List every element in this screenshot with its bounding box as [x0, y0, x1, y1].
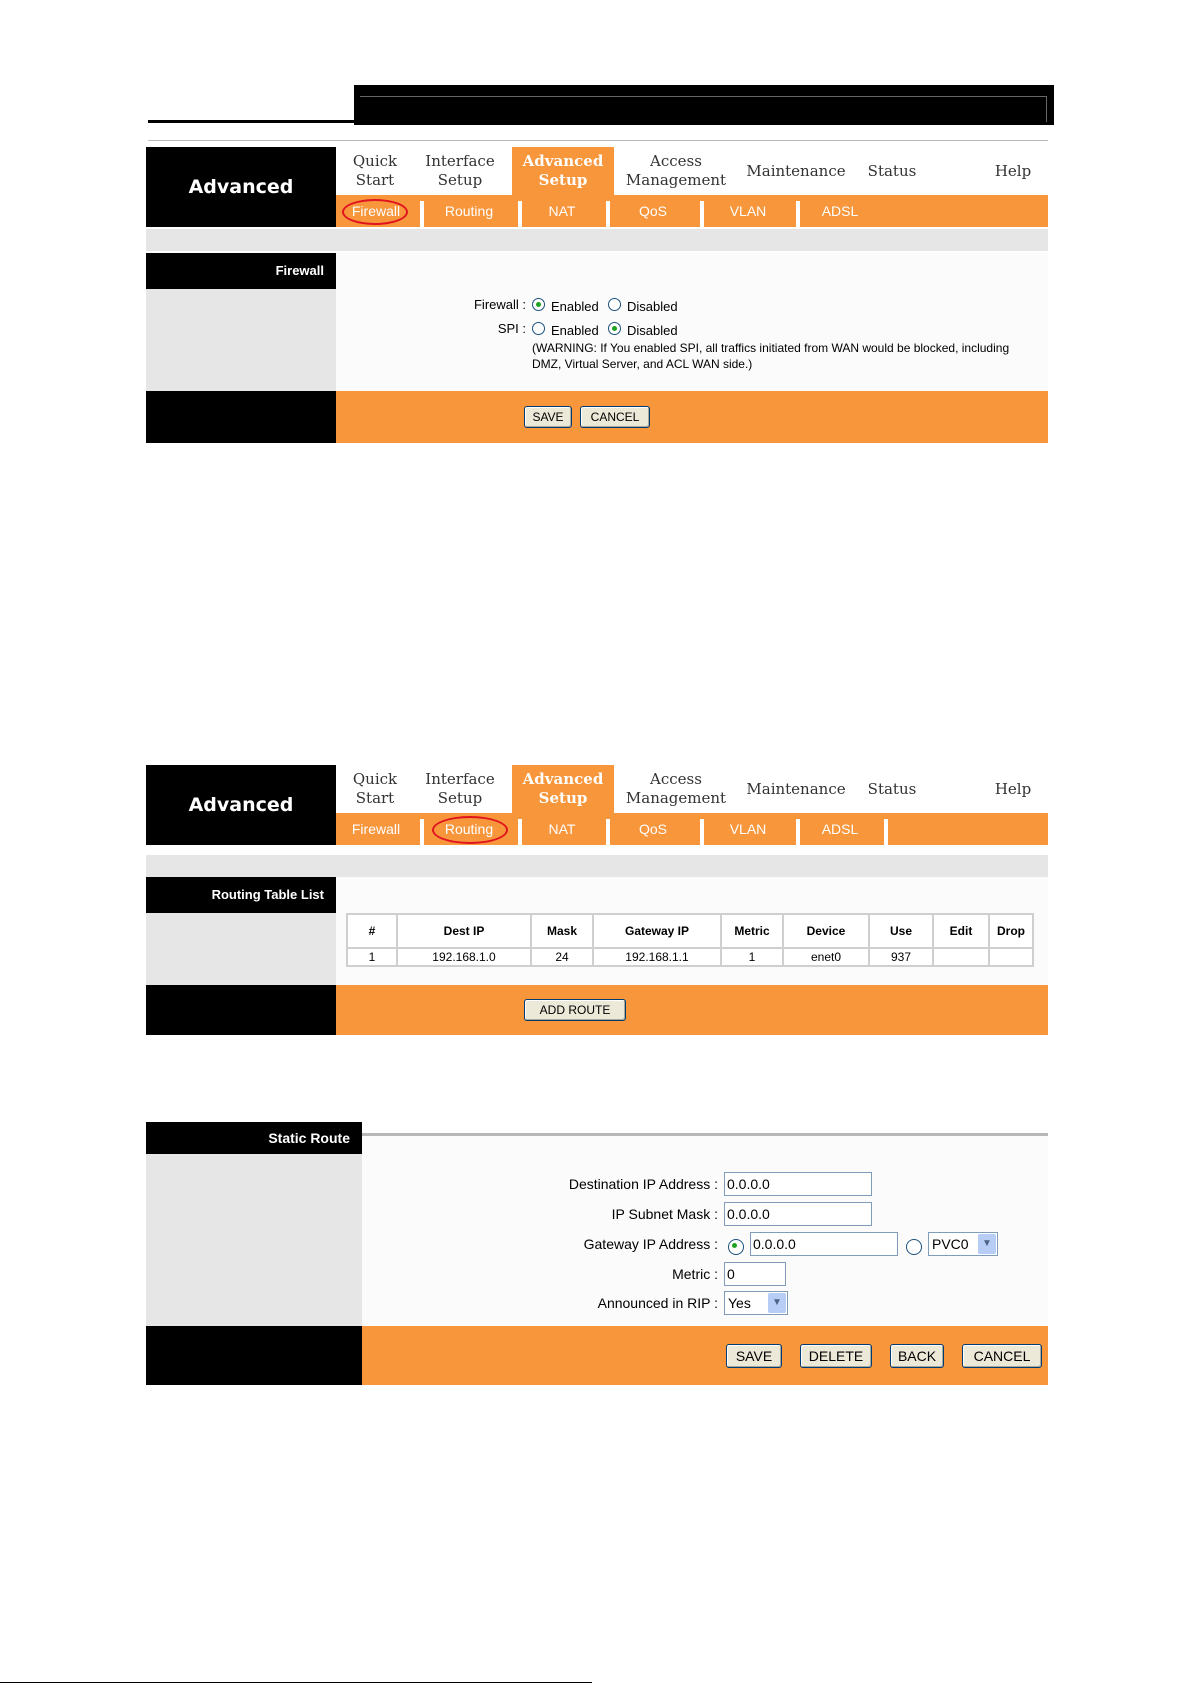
- chevron-down-icon: ▼: [978, 1234, 996, 1254]
- nav-maintenance[interactable]: Maintenance: [746, 779, 846, 798]
- static-route-form: [362, 1136, 1048, 1326]
- spi-label: SPI :: [497, 321, 526, 336]
- cancel-button[interactable]: CANCEL: [580, 406, 650, 428]
- subnav-firewall[interactable]: Firewall: [351, 821, 401, 837]
- nav-maintenance[interactable]: Maintenance: [746, 161, 846, 180]
- firewall-disabled-radio[interactable]: [608, 298, 621, 311]
- spi-enabled-radio[interactable]: [532, 322, 545, 335]
- sub-nav: [336, 195, 1048, 227]
- footer-left: [146, 1326, 362, 1385]
- cell-use: 937: [869, 948, 933, 966]
- nav-interface-setup[interactable]: Interface Setup: [425, 152, 495, 189]
- nav-status[interactable]: Status: [867, 779, 917, 798]
- spi-disabled-radio[interactable]: [608, 322, 621, 335]
- nav-status[interactable]: Status: [867, 161, 917, 180]
- cell-gateway-ip: 192.168.1.1: [593, 948, 721, 966]
- section-left-fill: [146, 913, 336, 985]
- divider-strip: [146, 855, 1048, 877]
- page-bottom-rule: [0, 1682, 592, 1683]
- footer-left: [146, 985, 336, 1035]
- col-use: Use: [869, 914, 933, 948]
- section-label-routing-table: Routing Table List: [146, 877, 336, 913]
- pvc-select-value: PVC0: [932, 1236, 969, 1252]
- header-bar-line: [1046, 96, 1047, 122]
- gateway-ip-radio[interactable]: [728, 1239, 744, 1255]
- spi-warning-line2: DMZ, Virtual Server, and ACL WAN side.): [532, 357, 753, 371]
- subnav-nat[interactable]: NAT: [548, 821, 576, 837]
- metric-input[interactable]: 0: [724, 1262, 786, 1286]
- nav-advanced-setup[interactable]: Advanced Setup: [512, 765, 614, 813]
- col-mask: Mask: [531, 914, 593, 948]
- rip-label: Announced in RIP :: [597, 1295, 718, 1311]
- delete-button[interactable]: DELETE: [800, 1344, 872, 1368]
- col-dest-ip: Dest IP: [397, 914, 531, 948]
- cell-dest-ip: 192.168.1.0: [397, 948, 531, 966]
- save-button[interactable]: SAVE: [524, 406, 572, 428]
- header-gray-rule: [148, 140, 1048, 141]
- subnav-vlan[interactable]: VLAN: [729, 821, 767, 837]
- subnav-qos[interactable]: QoS: [638, 821, 667, 837]
- nav-access-management[interactable]: Access Management: [625, 770, 727, 807]
- cell-number: 1: [347, 948, 397, 966]
- section-label-static-route: Static Route: [146, 1122, 362, 1154]
- section-left-fill: [146, 289, 336, 391]
- cell-metric: 1: [721, 948, 783, 966]
- chevron-down-icon: ▼: [768, 1293, 786, 1313]
- main-nav: [336, 147, 1048, 195]
- back-button[interactable]: BACK: [890, 1344, 944, 1368]
- highlight-circle: [342, 199, 408, 225]
- add-route-button[interactable]: ADD ROUTE: [524, 999, 626, 1021]
- subnav-routing[interactable]: Routing: [444, 821, 494, 837]
- brand-advanced: Advanced: [146, 765, 336, 845]
- nav-quick-start[interactable]: Quick Start: [352, 770, 398, 807]
- pvc-radio[interactable]: [906, 1239, 922, 1255]
- main-nav: [336, 765, 1048, 813]
- nav-help[interactable]: Help: [994, 161, 1032, 180]
- dest-ip-input[interactable]: 0.0.0.0: [724, 1172, 872, 1196]
- subnav-vlan[interactable]: VLAN: [729, 203, 767, 219]
- brand-advanced: Advanced: [146, 147, 336, 227]
- gateway-ip-label: Gateway IP Address :: [583, 1236, 718, 1252]
- subnet-mask-label: IP Subnet Mask :: [611, 1206, 718, 1222]
- col-metric: Metric: [721, 914, 783, 948]
- header-rule: [148, 120, 354, 123]
- header-bar: [354, 85, 1054, 125]
- firewall-panel: [146, 147, 1048, 443]
- rip-select[interactable]: [724, 1291, 788, 1315]
- subnav-firewall[interactable]: Firewall: [351, 203, 401, 219]
- save-button[interactable]: SAVE: [726, 1344, 782, 1368]
- cell-mask: 24: [531, 948, 593, 966]
- gateway-ip-input[interactable]: 0.0.0.0: [750, 1232, 898, 1256]
- firewall-enabled-radio[interactable]: [532, 298, 545, 311]
- firewall-disabled-label: Disabled: [627, 299, 678, 314]
- sub-nav: [336, 813, 1048, 845]
- subnav-nat[interactable]: NAT: [548, 203, 576, 219]
- table-row: [347, 948, 1033, 966]
- footer-left: [146, 391, 336, 443]
- footer-actions: [362, 1326, 1048, 1385]
- subnet-mask-input[interactable]: 0.0.0.0: [724, 1202, 872, 1226]
- nav-help[interactable]: Help: [994, 779, 1032, 798]
- routing-panel: [146, 765, 1048, 1035]
- nav-access-management[interactable]: Access Management: [625, 152, 727, 189]
- subnav-qos[interactable]: QoS: [638, 203, 667, 219]
- routing-table: [346, 913, 1034, 967]
- cell-drop[interactable]: [989, 948, 1033, 966]
- spi-disabled-label: Disabled: [627, 323, 678, 338]
- nav-quick-start[interactable]: Quick Start: [352, 152, 398, 189]
- section-label-firewall: Firewall: [146, 253, 336, 289]
- static-route-panel: [146, 1122, 1048, 1385]
- firewall-label: Firewall :: [473, 297, 526, 312]
- firewall-form: [336, 253, 1048, 391]
- nav-interface-setup[interactable]: Interface Setup: [425, 770, 495, 807]
- col-edit: Edit: [933, 914, 989, 948]
- highlight-circle: [432, 816, 508, 844]
- footer-actions: [336, 391, 1048, 443]
- rip-select-value: Yes: [728, 1295, 751, 1311]
- col-number: #: [347, 914, 397, 948]
- pvc-select[interactable]: [928, 1232, 998, 1256]
- metric-label: Metric :: [672, 1266, 718, 1282]
- section-left-fill: [146, 1154, 362, 1326]
- footer-actions: [336, 985, 1048, 1035]
- cancel-button[interactable]: CANCEL: [962, 1344, 1042, 1368]
- col-device: Device: [783, 914, 869, 948]
- subnav-adsl[interactable]: ADSL: [821, 821, 859, 837]
- cell-device: enet0: [783, 948, 869, 966]
- subnav-separator: [884, 819, 888, 845]
- routing-table-area: [336, 877, 1048, 985]
- divider-strip: [146, 229, 1048, 251]
- table-header-row: [347, 914, 1033, 948]
- spi-enabled-label: Enabled: [551, 323, 599, 338]
- spi-warning-line1: (WARNING: If You enabled SPI, all traffics initiated from WAN would be blocked, including: [532, 341, 1010, 355]
- col-gateway-ip: Gateway IP: [593, 914, 721, 948]
- header-bar-line: [360, 96, 1046, 97]
- subnav-adsl[interactable]: ADSL: [821, 203, 859, 219]
- nav-advanced-setup[interactable]: Advanced Setup: [512, 147, 614, 195]
- cell-edit[interactable]: [933, 948, 989, 966]
- subnav-routing[interactable]: Routing: [444, 203, 494, 219]
- col-drop: Drop: [989, 914, 1033, 948]
- dest-ip-label: Destination IP Address :: [568, 1176, 718, 1192]
- firewall-enabled-label: Enabled: [551, 299, 599, 314]
